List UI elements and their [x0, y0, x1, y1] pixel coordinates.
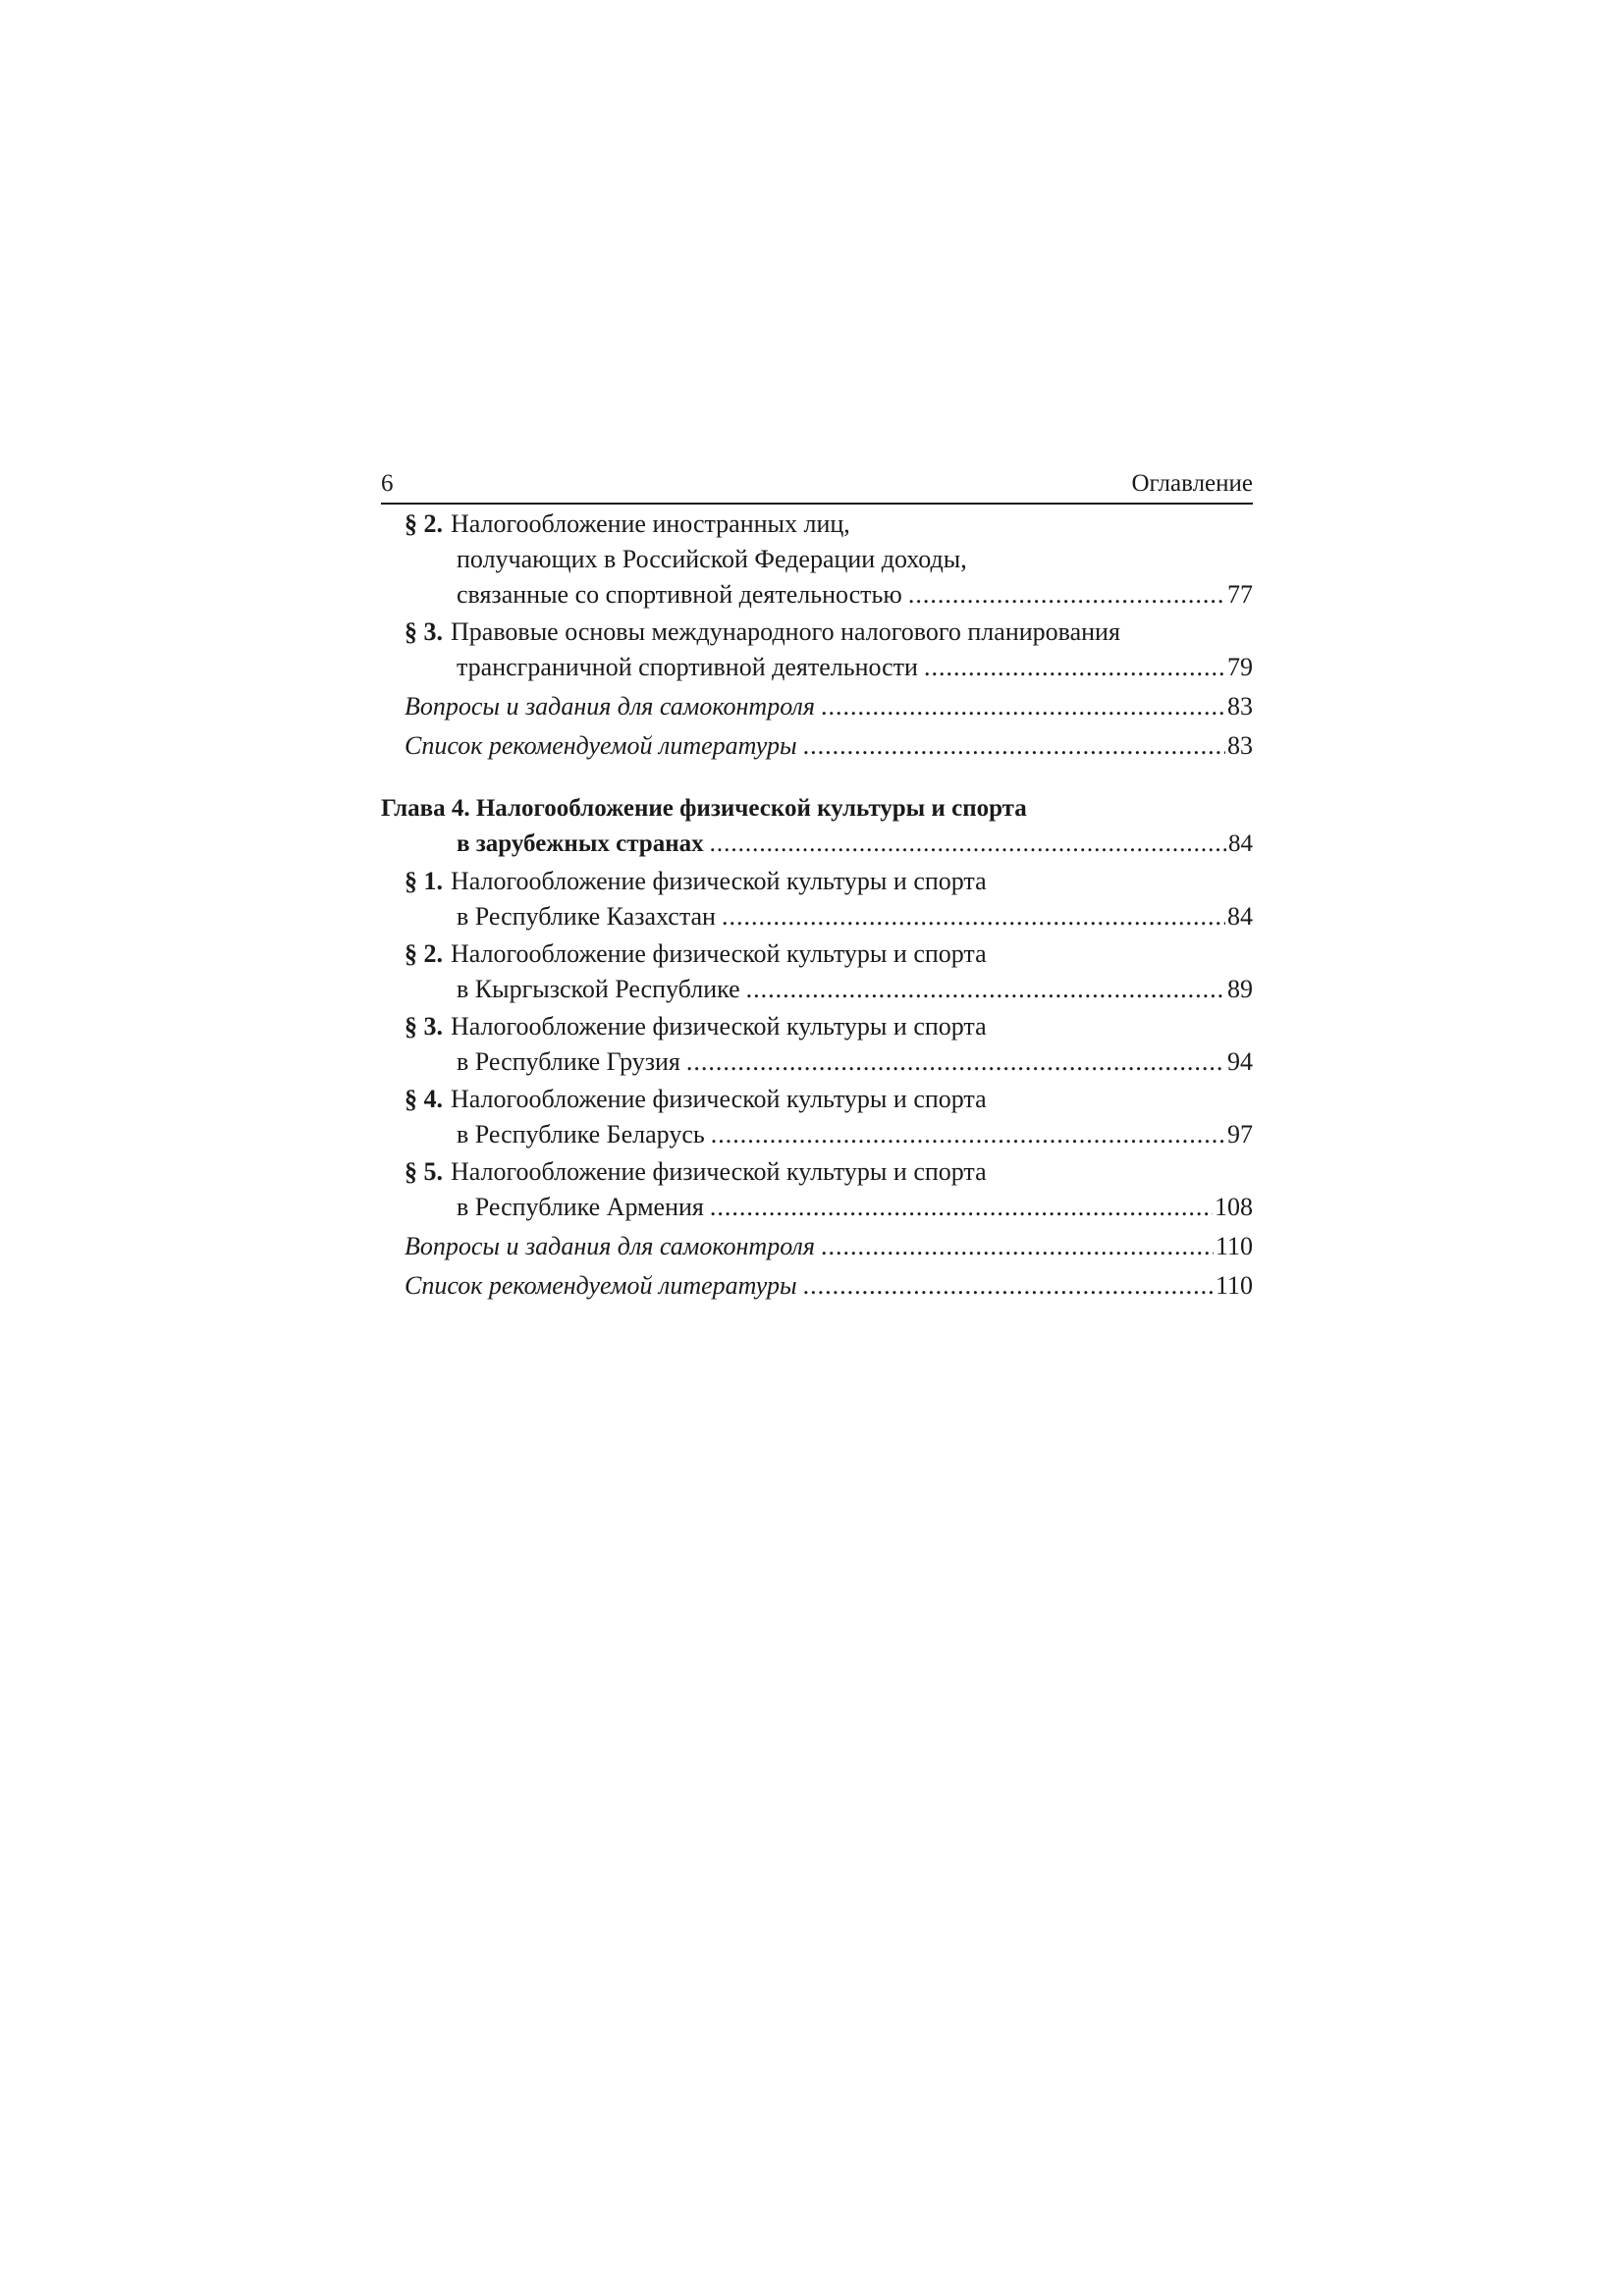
toc-line: [381, 728, 1253, 764]
dot-leader: [821, 1229, 1214, 1264]
toc-entry-section-3-tax-planning[interactable]: [381, 614, 1253, 685]
toc-line: [381, 1190, 1253, 1225]
toc-line: [381, 972, 1253, 1007]
toc-page-number: 110: [1215, 1232, 1253, 1260]
section-number: § 1.: [405, 867, 443, 895]
toc-line: [381, 1268, 1253, 1304]
toc-page-number: 77: [1227, 580, 1253, 609]
toc-entry-text: Налогообложение физической культуры и спорта: [451, 1012, 987, 1041]
toc-entry-ch4-section-4-belarus[interactable]: [381, 1082, 1253, 1152]
toc-line: [381, 1009, 1253, 1044]
toc-entry-text: Налогообложение иностранных лиц,: [451, 509, 850, 538]
toc-line: [381, 689, 1253, 724]
toc-line: [381, 899, 1253, 934]
toc-page-number: 83: [1227, 692, 1253, 721]
section-number: § 4.: [405, 1085, 443, 1113]
toc-line: [381, 1117, 1253, 1152]
toc-entry-text: Правовые основы международного налогового планирования: [451, 617, 1120, 646]
section-number: § 2.: [405, 939, 443, 968]
toc-entry-text: Список рекомендуемой литературы: [405, 1271, 797, 1300]
toc-entry-text: в Кыргызской Республике: [457, 975, 740, 1003]
toc-entry-text: Налогообложение физической культуры и спорта: [451, 1085, 987, 1113]
toc-line: [381, 507, 1253, 542]
toc-entry-recommended-literature[interactable]: [381, 728, 1253, 764]
toc-page-number: 84: [1227, 902, 1253, 931]
toc-entry-chapter-4[interactable]: [381, 791, 1253, 862]
dot-leader: [924, 650, 1225, 685]
toc-entry-ch4-recommended-literature[interactable]: [381, 1268, 1253, 1304]
toc-entry-section-2-foreign-persons[interactable]: [381, 507, 1253, 613]
toc-line: [381, 1044, 1253, 1080]
page-number: 6: [381, 470, 394, 497]
toc-page-number: 89: [1227, 975, 1253, 1003]
toc-entry-ch4-section-1-kazakhstan[interactable]: [381, 864, 1253, 934]
toc-page-number: 97: [1227, 1120, 1253, 1148]
toc-line: [381, 864, 1253, 899]
dot-leader: [710, 1190, 1213, 1225]
toc-line: [381, 542, 1253, 577]
toc-page-number: 79: [1227, 653, 1253, 681]
toc-entry-text: Налогообложение физической культуры и спорта: [451, 1157, 987, 1186]
toc-line: [381, 1082, 1253, 1117]
toc-entry-text: трансграничной спортивной деятельности: [457, 653, 918, 681]
running-head-title: Оглавление: [1131, 470, 1253, 497]
toc-line: [381, 1154, 1253, 1190]
dot-leader: [710, 827, 1226, 862]
toc-line: [381, 1229, 1253, 1264]
toc-entry-text: Налогообложение физической культуры и спорта: [451, 867, 987, 895]
section-number: § 3.: [405, 1012, 443, 1041]
dot-leader: [746, 972, 1225, 1007]
chapter-title: в зарубежных странах: [457, 830, 704, 857]
toc-line: [381, 791, 1253, 827]
dot-leader: [803, 728, 1225, 764]
section-number: § 3.: [405, 617, 443, 646]
toc-entry-text: в Республике Казахстан: [457, 902, 716, 931]
toc-entry-text: в Республике Беларусь: [457, 1120, 705, 1148]
chapter-title: Глава 4. Налогообложение физической культуры и спорта: [381, 795, 1027, 822]
toc-line: [381, 650, 1253, 685]
dot-leader: [722, 899, 1225, 934]
toc-line: [381, 614, 1253, 650]
toc-entry-ch4-self-check-questions[interactable]: [381, 1229, 1253, 1264]
toc-page-number: 83: [1227, 731, 1253, 760]
toc-page-number: 94: [1227, 1047, 1253, 1076]
toc-entry-text: Вопросы и задания для самоконтроля: [405, 692, 815, 721]
toc-line: [381, 577, 1253, 613]
toc-page-number: 110: [1215, 1271, 1253, 1300]
book-page: [381, 465, 1253, 1304]
toc-entry-ch4-section-2-kyrgyzstan[interactable]: [381, 936, 1253, 1007]
dot-leader: [821, 689, 1225, 724]
toc-entry-text: связанные со спортивной деятельностью: [457, 580, 902, 609]
dot-leader: [686, 1044, 1225, 1080]
toc-entry-self-check-questions[interactable]: [381, 689, 1253, 724]
dot-leader: [711, 1117, 1225, 1152]
dot-leader: [908, 577, 1225, 613]
section-number: § 5.: [405, 1157, 443, 1186]
toc-entry-ch4-section-5-armenia[interactable]: [381, 1154, 1253, 1225]
toc-entry-text: Налогообложение физической культуры и спорта: [451, 939, 987, 968]
section-number: § 2.: [405, 509, 443, 538]
toc-entry-ch4-section-3-georgia[interactable]: [381, 1009, 1253, 1080]
toc-entry-text: получающих в Российской Федерации доходы,: [457, 545, 967, 573]
toc-entry-text: в Республике Армения: [457, 1193, 704, 1221]
dot-leader: [803, 1268, 1214, 1304]
toc-entry-text: Список рекомендуемой литературы: [405, 731, 797, 760]
toc-entry-text: в Республике Грузия: [457, 1047, 680, 1076]
table-of-contents: [381, 507, 1253, 1304]
toc-line: [381, 936, 1253, 972]
running-head: [381, 465, 1253, 505]
toc-entry-text: Вопросы и задания для самоконтроля: [405, 1232, 815, 1260]
toc-page-number: 84: [1228, 830, 1253, 857]
toc-page-number: 108: [1215, 1193, 1253, 1221]
toc-line: [381, 827, 1253, 862]
